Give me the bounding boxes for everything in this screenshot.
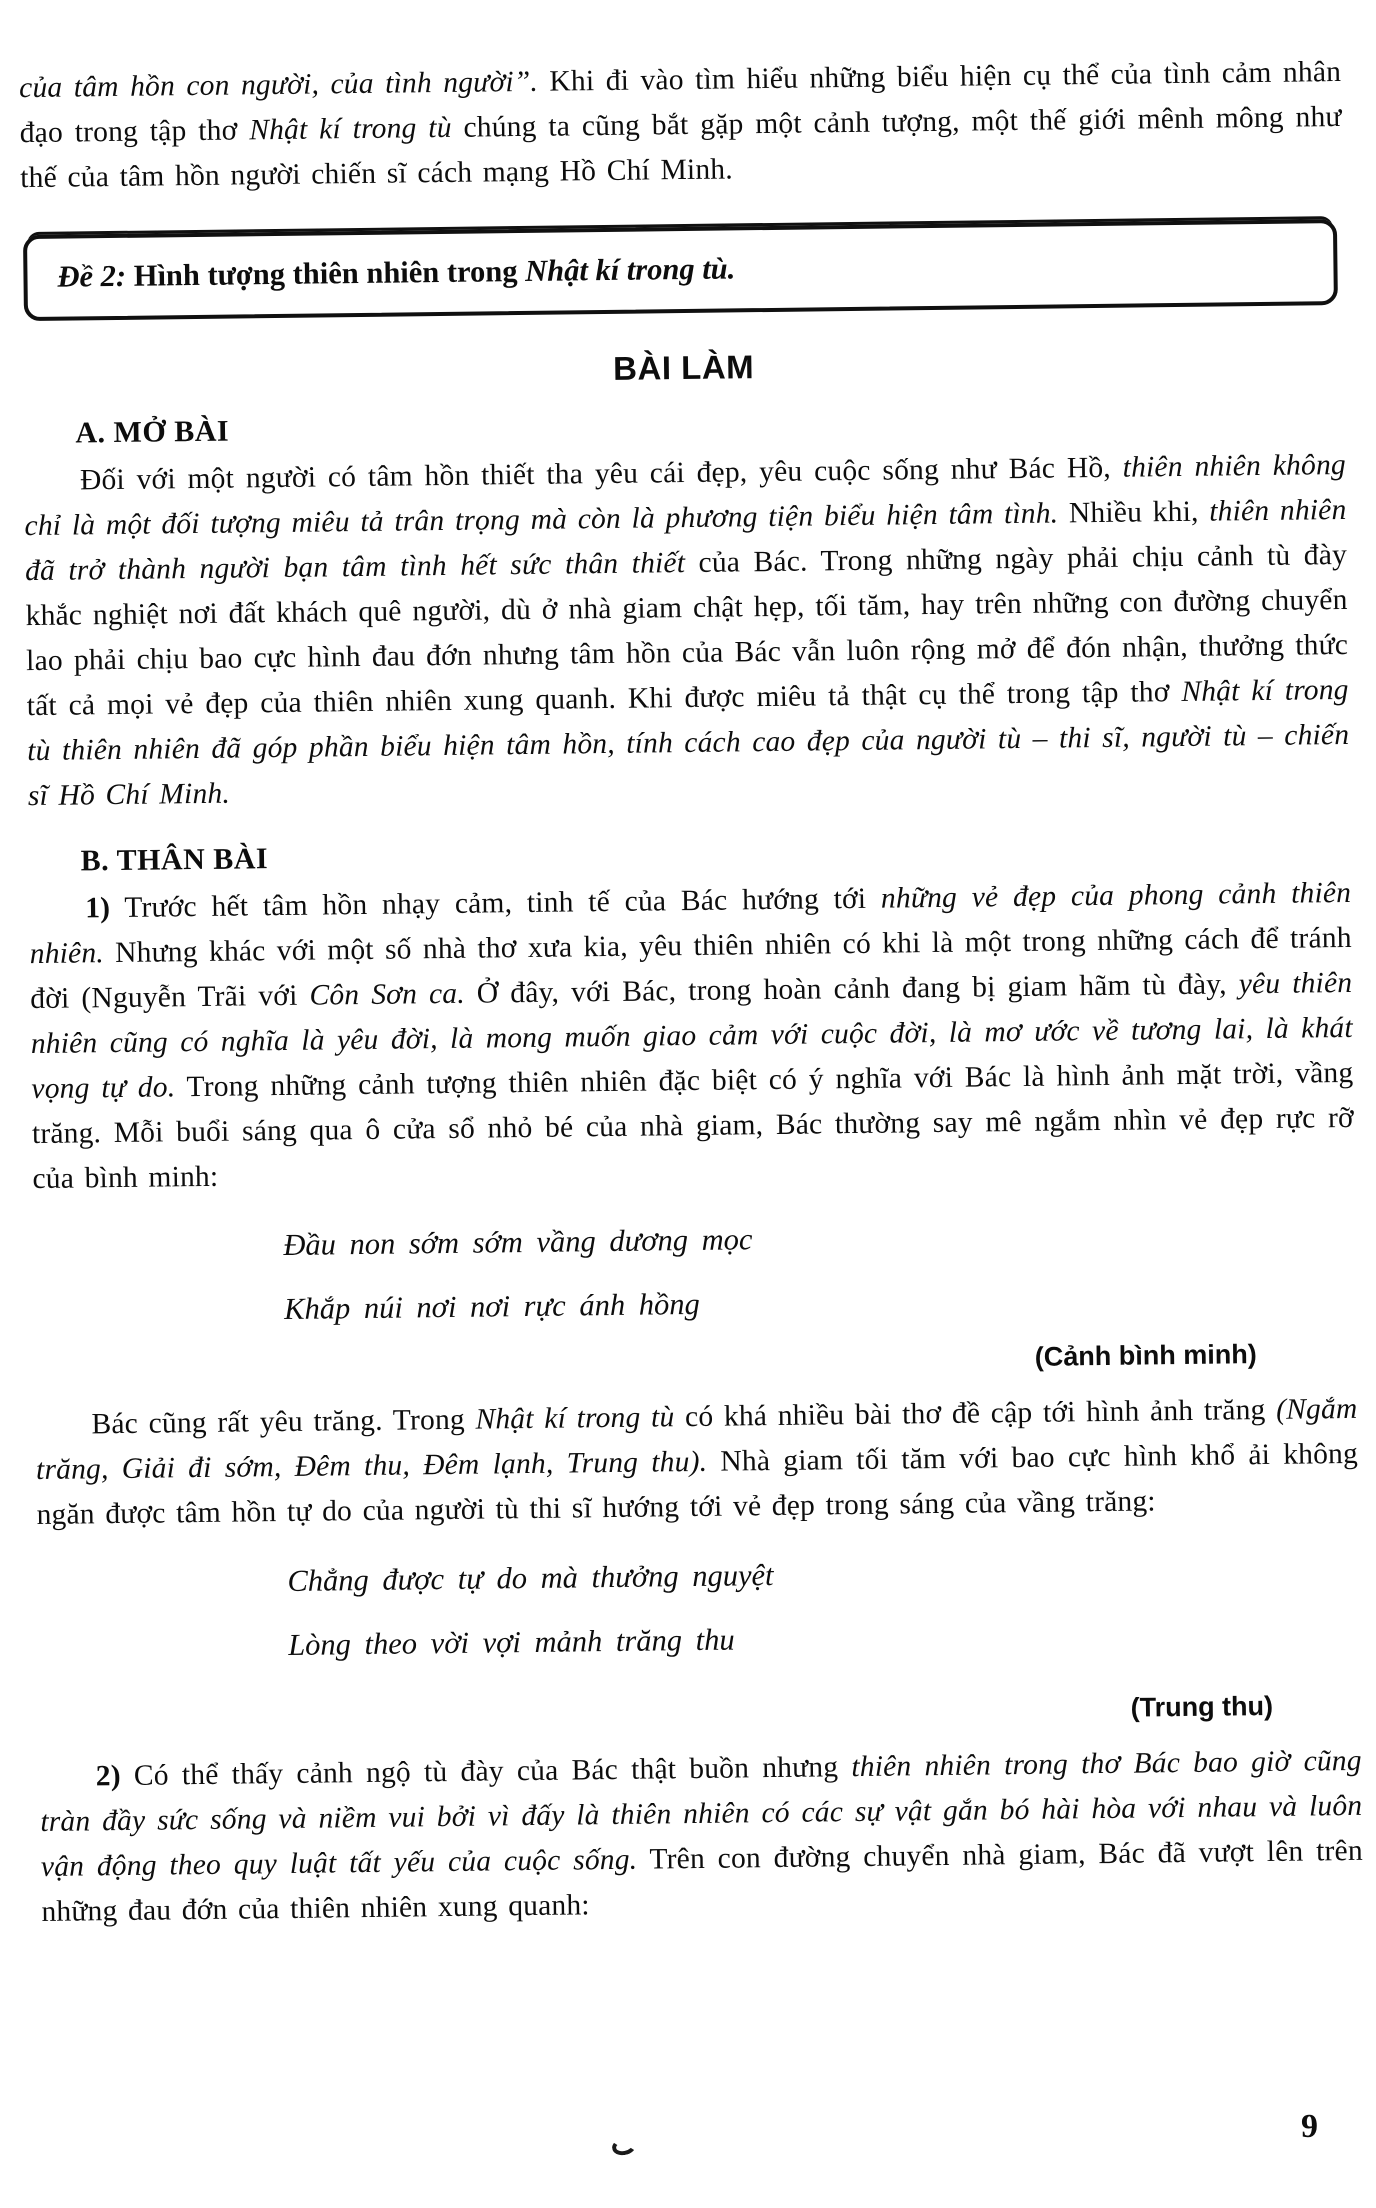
poem-line: Khắp núi nơi nơi rực ánh hồng: [283, 1286, 700, 1326]
intro-paragraph: của tâm hồn con người, của tình người”. Khi đi vào tìm hiểu những biểu hiện cụ thể của tình cảm nhân đạo trong tập thơ Nhật kí trong tù chúng ta cũng bắt gặp một cảnh tượng, một thế giới mênh mông như thế của tâm hồn người chiến sĩ cách mạng Hồ Chí Minh.: [18, 55, 1342, 195]
poem-attribution-canh-binh-minh: (Cảnh bình minh): [1034, 1339, 1257, 1372]
essay-heading: BÀI LÀM: [612, 348, 755, 387]
poem-trung-thu: [287, 1536, 1360, 1677]
section-heading-than-bai: B. THÂN BÀI: [80, 842, 269, 878]
section-heading-mo-bai: A. MỞ BÀI: [75, 414, 230, 450]
poem-line: Đầu non sớm sớm vầng dương mọc: [283, 1222, 753, 1262]
mo-bai-paragraph: Đối với một người có tâm hồn thiết tha yêu cái đẹp, yêu cuộc sống như Bác Hồ, thiên nhiên không chỉ là một đối tượng miêu tả trân trọng mà còn là phương tiện biểu hiện tâm tình. Nhiều khi, thiên nhiên đã trở thành người bạn tâm tình hết sức thân thiết của Bác. Trong những ngày phải chịu cảnh tù đày khắc nghiệt nơi đất khách quê người, dù ở nhà giam chật hẹp, tối tăm, hay trên những con đường chuyển lao phải chịu bao cực hình đau đớn nhưng tâm hồn của Bác vẫn luôn rộng mở để đón nhận, thưởng thức tất cả mọi vẻ đẹp của thiên nhiên xung quanh. Khi được miêu tả thật cụ thể trong tập thơ Nhật kí trong tù thiên nhiên đã góp phần biểu hiện tâm hồn, tính cách cao đẹp của người tù – thi sĩ, người tù – chiến sĩ Hồ Chí Minh.: [24, 448, 1350, 813]
poem-line: Chẳng được tự do mà thưởng nguyệt: [287, 1558, 774, 1598]
ink-smudge-mark: [610, 2136, 637, 2158]
page-content: [19, 50, 1364, 1935]
page-number: 9: [1301, 2108, 1318, 2145]
essay-prompt-title: Đề 2: Hình tượng thiên nhiên trong Nhật kí trong tù.: [57, 251, 736, 294]
than-bai-paragraph-1: 1) Trước hết tâm hồn nhạy cảm, tinh tế của Bác hướng tới những vẻ đẹp của phong cảnh thiên nhiên. Nhưng khác với một số nhà thơ xưa kia, yêu thiên nhiên có khi là một trong những cách để tránh đời (Nguyễn Trãi với Côn Sơn ca. Ở đây, với Bác, trong hoàn cảnh đang bị giam hãm tù đày, yêu thiên nhiên cũng có nghĩa là yêu đời, là mong muốn giao cảm với cuộc đời, là mơ ước về tương lai, là khát vọng tự do. Trong những cảnh tượng thiên nhiên đặc biệt có ý nghĩa với Bác là hình ảnh mặt trời, vầng trăng. Mỗi buổi sáng qua ô cửa sổ nhỏ bé của nhà giam, Bác thường say mê ngắm nhìn vẻ đẹp rực rỡ của bình minh:: [29, 876, 1355, 1196]
than-bai-paragraph-2: Bác cũng rất yêu trăng. Trong Nhật kí trong tù có khá nhiều bài thơ đề cập tới hình ảnh trăng (Ngắm trăng, Giải đi sớm, Đêm thu, Đêm lạnh, Trung thu). Nhà giam tối tăm với bao cực hình khổ ải không ngăn được tâm hồn tự do của người tù thi sĩ hướng tới vẻ đẹp trong sáng của vầng trăng:: [35, 1392, 1359, 1532]
essay-prompt-box: [23, 219, 1338, 321]
poem-line: Lòng theo vời vợi mảnh trăng thu: [288, 1622, 735, 1662]
than-bai-paragraph-3: 2) Có thể thấy cảnh ngộ tù đày của Bác thật buồn nhưng thiên nhiên trong thơ Bác bao giờ cũng tràn đầy sức sống và niềm vui bởi vì đấy là thiên nhiên có các sự vật gắn bó hài hòa với nhau và luôn vận động theo quy luật tất yếu của cuộc sống. Trên con đường chuyển nhà giam, Bác đã vượt lên trên những đau đớn của thiên nhiên xung quanh:: [40, 1744, 1364, 1928]
poem-canh-binh-minh: [283, 1200, 1356, 1341]
poem-attribution-trung-thu: (Trung thu): [1130, 1690, 1274, 1723]
